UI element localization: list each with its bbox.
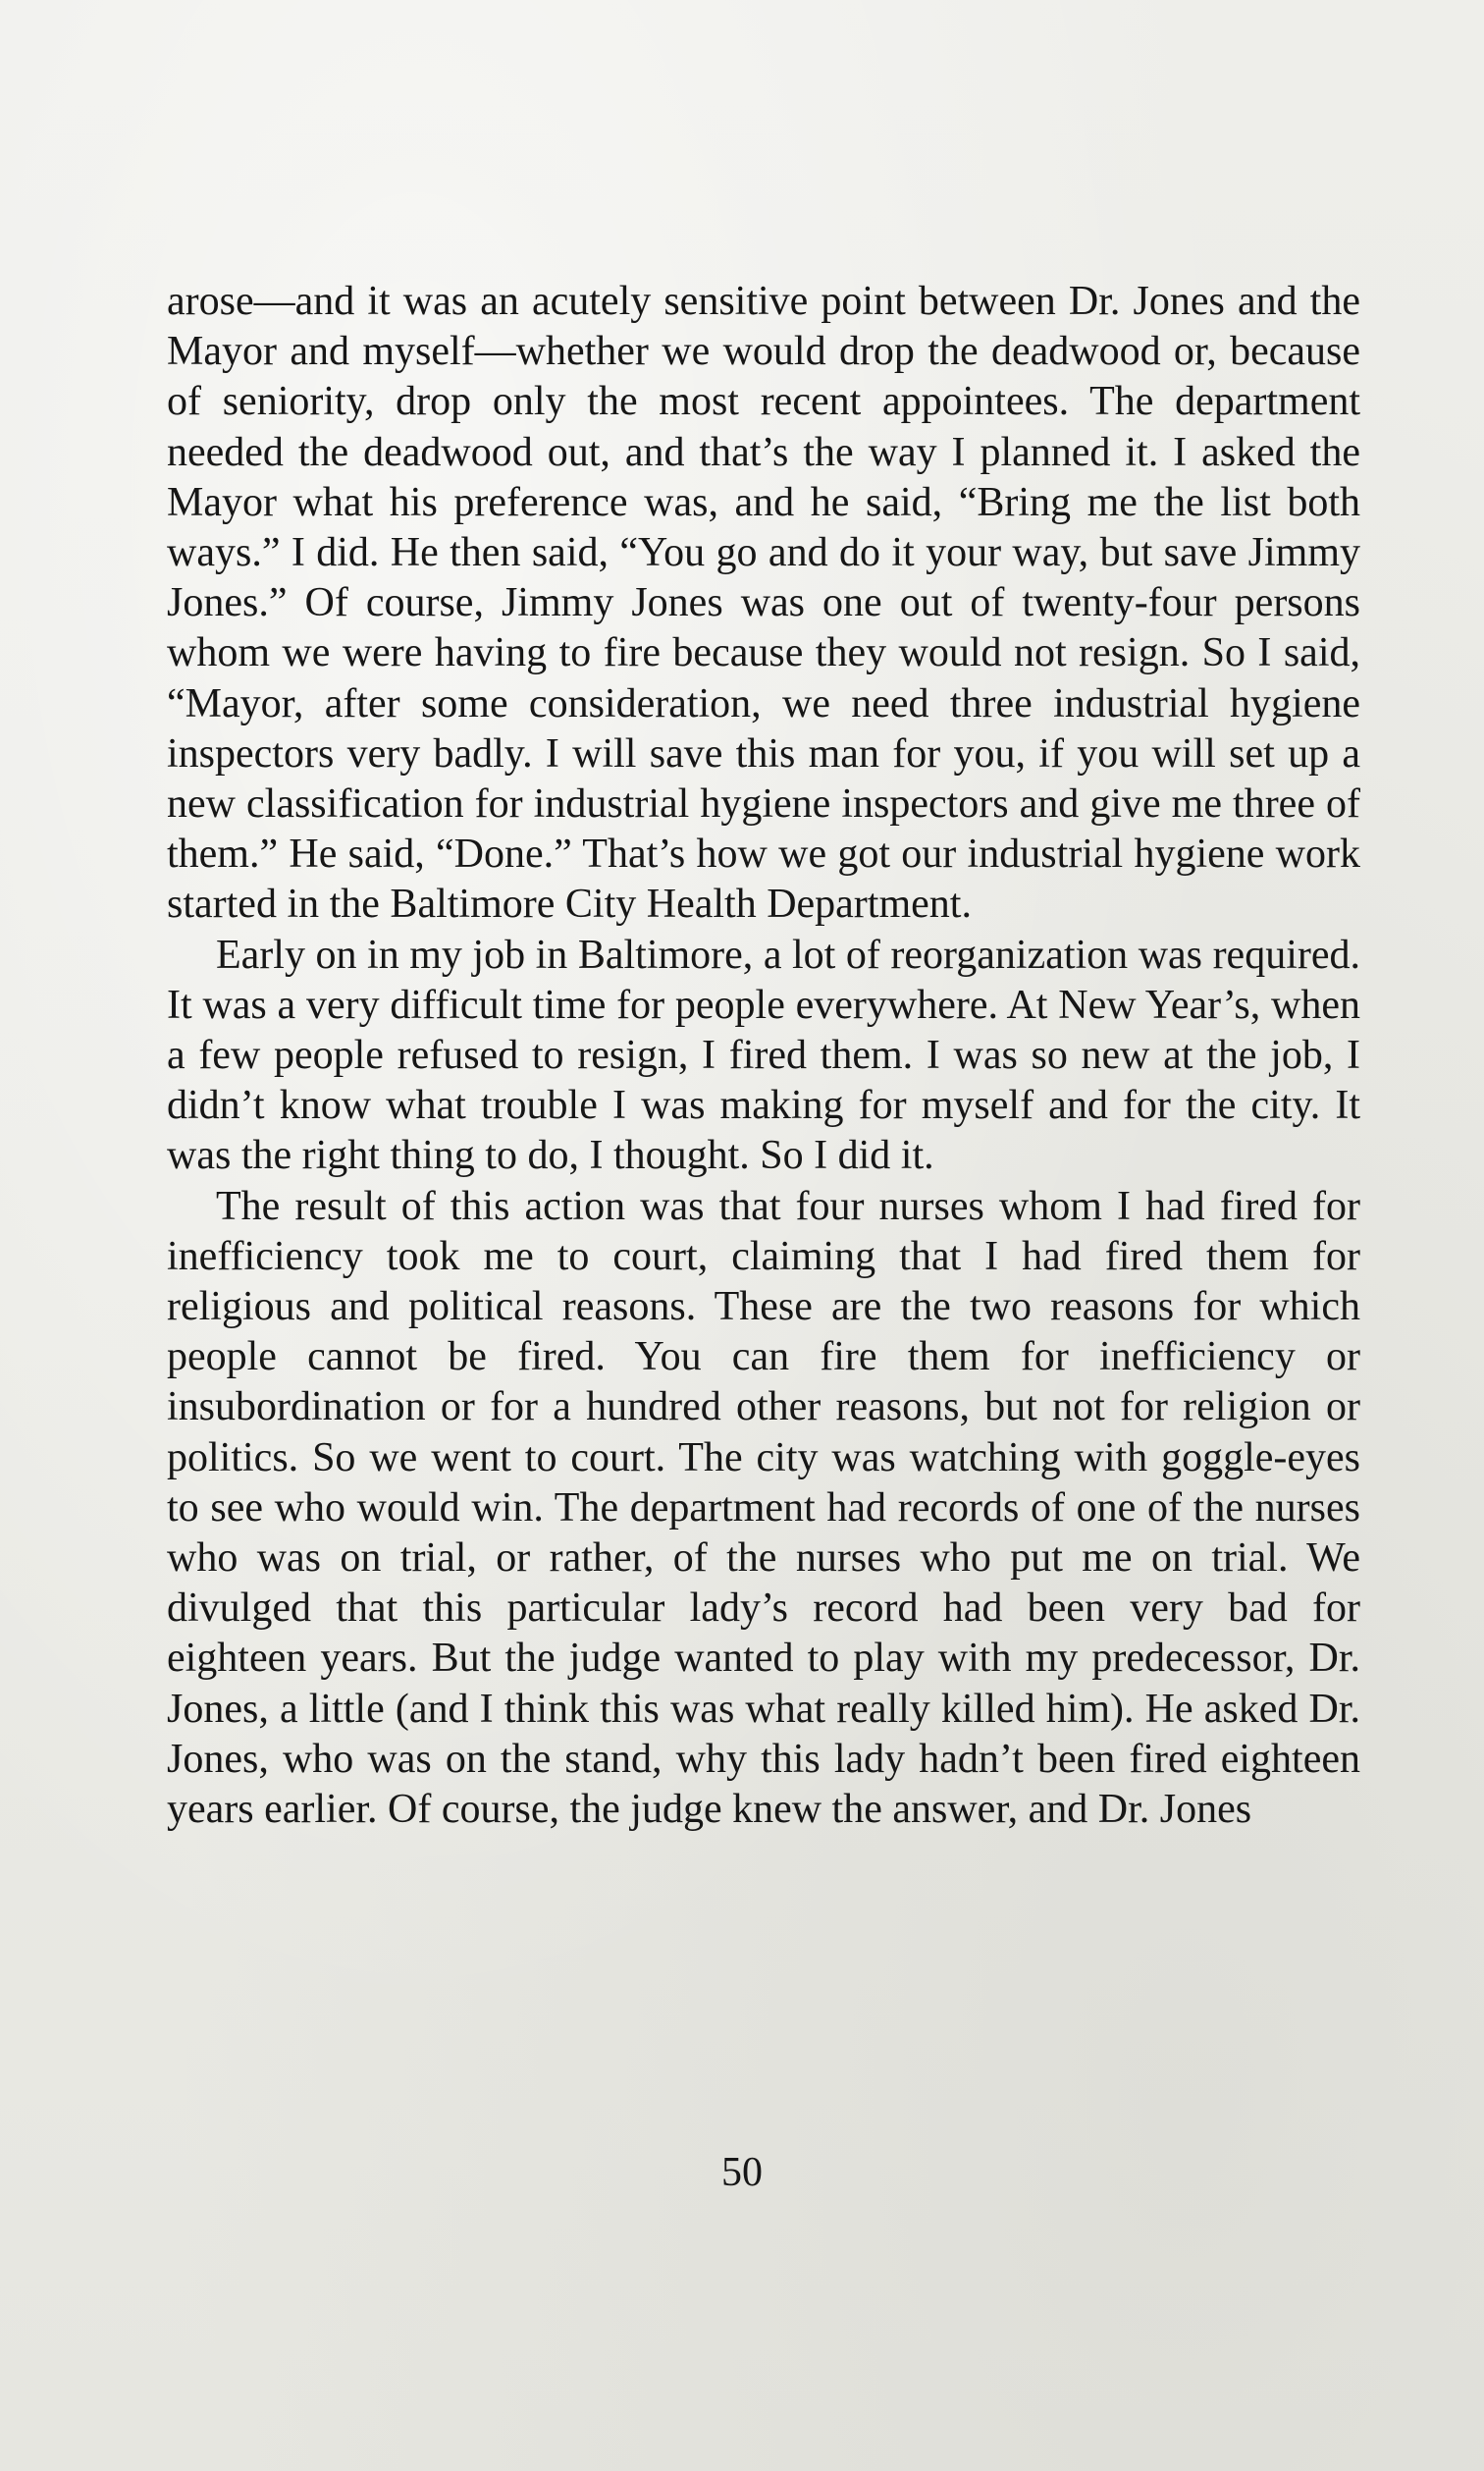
- page-number: 50: [721, 2150, 763, 2195]
- paragraph-court-case: The result of this action was that four nurses whom I had fired for inefficiency took me to court, claiming that I had fired them for religious and political reasons. These are the two reasons for which people cannot be fired. You can fire them for inefficiency or insubordination or for a hundred other reasons, but not for religion or politics. So we went to court. The city was watching with goggle-eyes to see who would win. The department had records of one of the nurses who was on trial, or rather, of the nurses who put me on trial. We divulged that this particular lady’s record had been very bad for eighteen years. But the judge wanted to play with my predecessor, Dr. Jones, a little (and I think this was what really killed him). He asked Dr. Jones, who was on the stand, why this lady hadn’t been fired eighteen years earlier. Of course, the judge knew the answer, and Dr. Jones: [167, 1183, 1360, 1833]
- paragraph-reorganization: Early on in my job in Baltimore, a lot of reorganization was required. It was a very difficult time for people everywhere. At New Year’s, when a few people refused to resign, I fired them. I was so new at the job, I didn’t know what trouble I was making for myself and for the city. It was the right thing to do, I thought. So I did it.: [167, 932, 1360, 1179]
- body-text: [167, 277, 1360, 1835]
- paragraph-continued: arose—and it was an acutely sensitive point between Dr. Jones and the Mayor and myself—whether we would drop the deadwood or, because of seniority, drop only the most recent appointees. The department needed the deadwood out, and that’s the way I planned it. I asked the Mayor what his preference was, and he said, “Bring me the list both ways.” I did. He then said, “You go and do it your way, but save Jimmy Jones.” Of course, Jimmy Jones was one out of twenty-four persons whom we were having to fire because they would not resign. So I said, “Mayor, after some consideration, we need three industrial hygiene inspectors very badly. I will save this man for you, if you will set up a new classification for industrial hygiene inspectors and give me three of them.” He said, “Done.” That’s how we got our industrial hygiene work started in the Baltimore City Health Department.: [167, 279, 1360, 928]
